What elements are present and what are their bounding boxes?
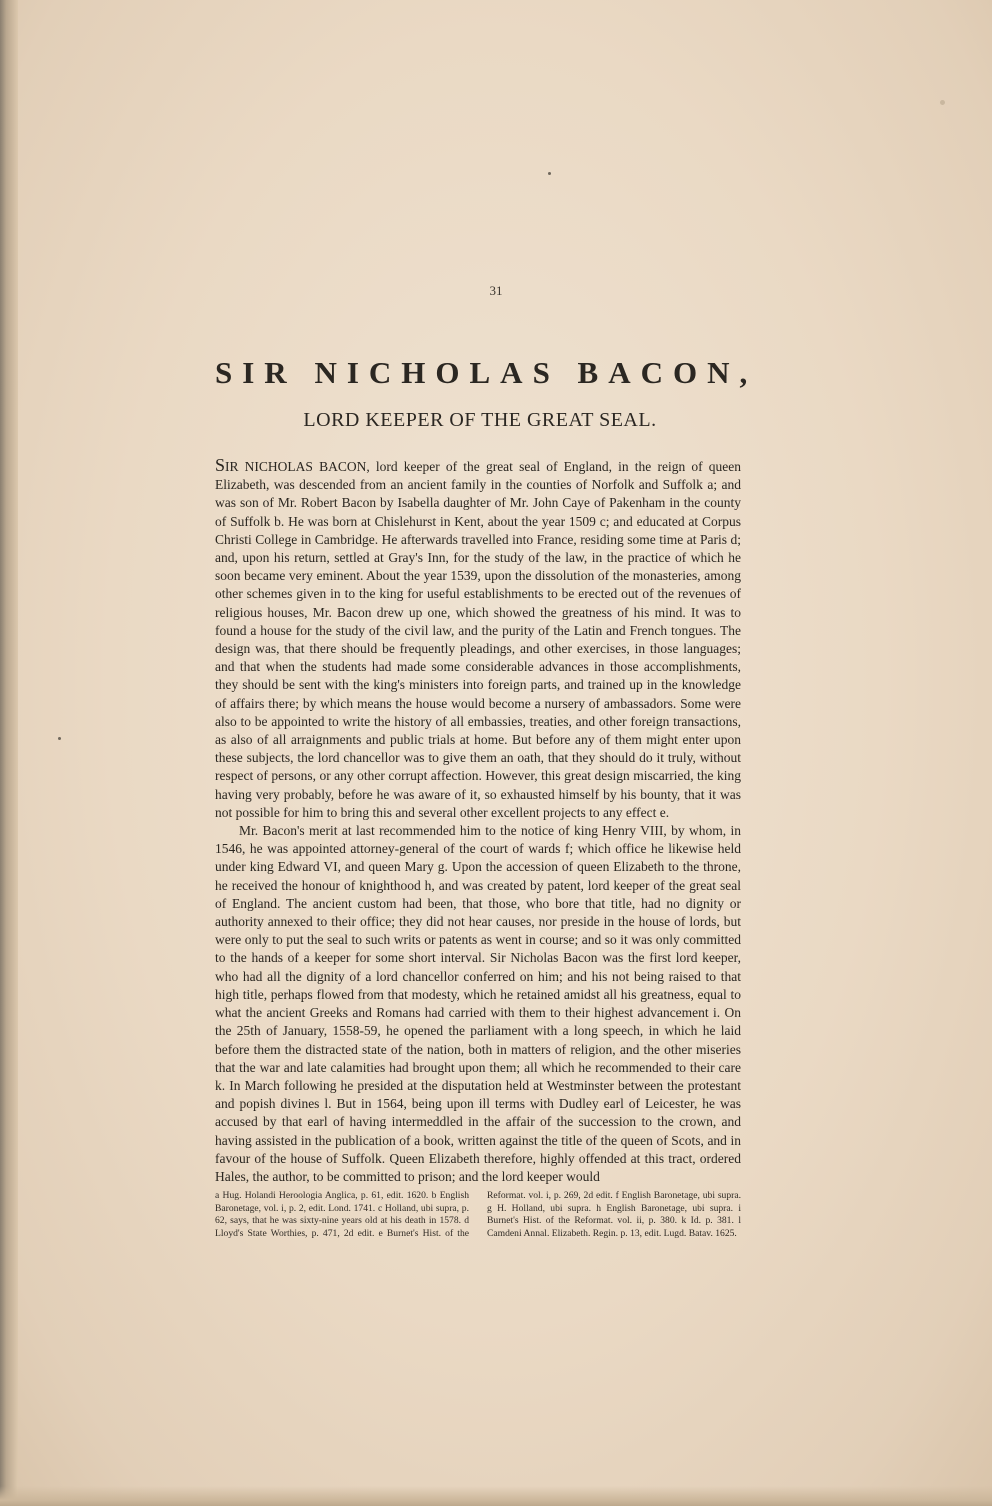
paragraph-2: Mr. Bacon's merit at last recommended him to the notice of king Henry VIII, by whom, in 1546, he was appointed attorney-general of the court of wards f; which office he likewise held under king Edward VI, and queen Mary g. Upon the accession of queen Elizabeth to the throne, he received the honour of knighthood h, and was created by patent, lord keeper of the great seal of England. The ancient custom had been, that those, who bore that title, had no dignity or authority annexed to their office; they did not hear causes, nor preside in the house of lords, but were only to put the seal to such writs or patents as went in course; and so it was only committed to the hands of a keeper for some short interval. Sir Nicholas Bacon was the first lord keeper, who had all the dignity of a lord chancellor conferred on him; and his not being raised to that high title, perhaps flowed from that modesty, which he retained amidst all his greatness, equal to what the ancient Greeks and Romans had carried with them to their highest advancement i. On the 25th of January, 1558-59, he opened the parliament with a long speech, in which he laid before them the distracted state of the nation, both in matters of religion, and the other miseries that the war and late calamities had brought upon them; all which he recommended to their care k. In March following he presided at the disputation held at Westminster between the protestant and popish divines l. But in 1564, being upon ill terms with Dudley earl of Leicester, he was accused by that earl of having intermeddled in the affair of the succession to the crown, and having assisted in the publication of a book, written against the title of the queen of Scots, and in favour of the house of Suffolk. Queen Elizabeth therefore, highly offended at this tract, ordered Hales, the author, to be committed to prison; and the lord keeper would — [215, 823, 741, 1184]
paragraph-1-text: IR NICHOLAS BACON, lord keeper of the great seal of England, in the reign of queen Elizabeth, was descended from an ancient family in the counties of Norfolk and Suffolk a; and was son of Mr. Robert Bacon by Isabella daughter of Mr. John Caye of Pakenham in the county of Suffolk b. He was born at Chislehurst in Kent, about the year 1509 c; and educated at Corpus Christi College in Cambridge. He afterwards travelled into France, residing some time at Paris d; and, upon his return, settled at Gray's Inn, for the study of the law, in the practice of which he soon became very eminent. About the year 1539, upon the dissolution of the monasteries, among other schemes given in to the king for useful establishments to be erected out of the revenues of religious houses, Mr. Bacon drew up one, which showed the greatness of his mind. It was to found a house for the study of the civil law, and the purity of the Latin and French tongues. The design was, that there should be frequently pleadings, and other exercises, in those languages; and that when the students had made some considerable advances in those accomplishments, they should be sent with the king's ministers into foreign parts, and trained up in the knowledge of affairs there; by which means the house would become a nursery of ambassadors. Some were also to be appointed to write the history of all embassies, treaties, and other foreign transactions, as also of all arraignments and public trials at home. But before any of them might enter upon these subjects, the lord chancellor was to give them an oath, that they should do it truly, without respect of persons, or any other corrupt affection. However, this great design miscarried, the king having very probably, before he was aware of it, so exhausted himself by his bounty, that it was not possible for him to bring this and several other excellent projects to any effect e. — [215, 459, 741, 820]
paragraph-1 — [215, 456, 741, 822]
footnote-c: c Holland, ubi supra, p. 62, says, that he was sixty-nine years old at his death in 1578. — [215, 1202, 469, 1227]
footnote-d: d Lloyd's State Worthies, p. 471, 2d edit. — [215, 1215, 469, 1240]
body-text — [215, 456, 741, 1186]
paper-speck — [940, 100, 945, 105]
paper-speck — [58, 737, 61, 740]
drop-cap: S — [215, 455, 226, 475]
footnote-b: b English Baronetage, vol. i, p. 2, edit. Lond. 1741. — [215, 1190, 470, 1214]
paper-speck — [548, 172, 551, 175]
footnotes — [215, 1190, 741, 1241]
footnote-i: i Burnet's Hist. of the Reformat. vol. ii, p. 380. — [487, 1202, 741, 1227]
footnote-l: l Camdeni Annal. Elizabeth. Regin. p. 13, edit. Lugd. Batav. 1625. — [487, 1215, 741, 1240]
footnote-a: a Hug. Holandi Heroologia Anglica, p. 61, edit. 1620. — [215, 1190, 429, 1201]
page-subtitle: LORD KEEPER OF THE GREAT SEAL. — [303, 409, 657, 431]
footnote-f: f English Baronetage, ubi supra. — [615, 1190, 741, 1201]
footnote-e: e Burnet's Hist. of the Reformat. vol. i, p. 269, 2d edit. — [378, 1190, 613, 1240]
footnote-k: k Id. p. 381. — [681, 1215, 734, 1227]
page-title: SIR NICHOLAS BACON, — [215, 355, 758, 390]
footnote-g: g H. Holland, ubi supra. — [487, 1202, 591, 1214]
page-number: 31 — [489, 283, 503, 298]
footnote-h: h English Baronetage, ubi supra. — [596, 1202, 734, 1214]
paper-left-edge — [0, 0, 18, 1506]
paper-bottom-edge — [0, 1486, 992, 1506]
